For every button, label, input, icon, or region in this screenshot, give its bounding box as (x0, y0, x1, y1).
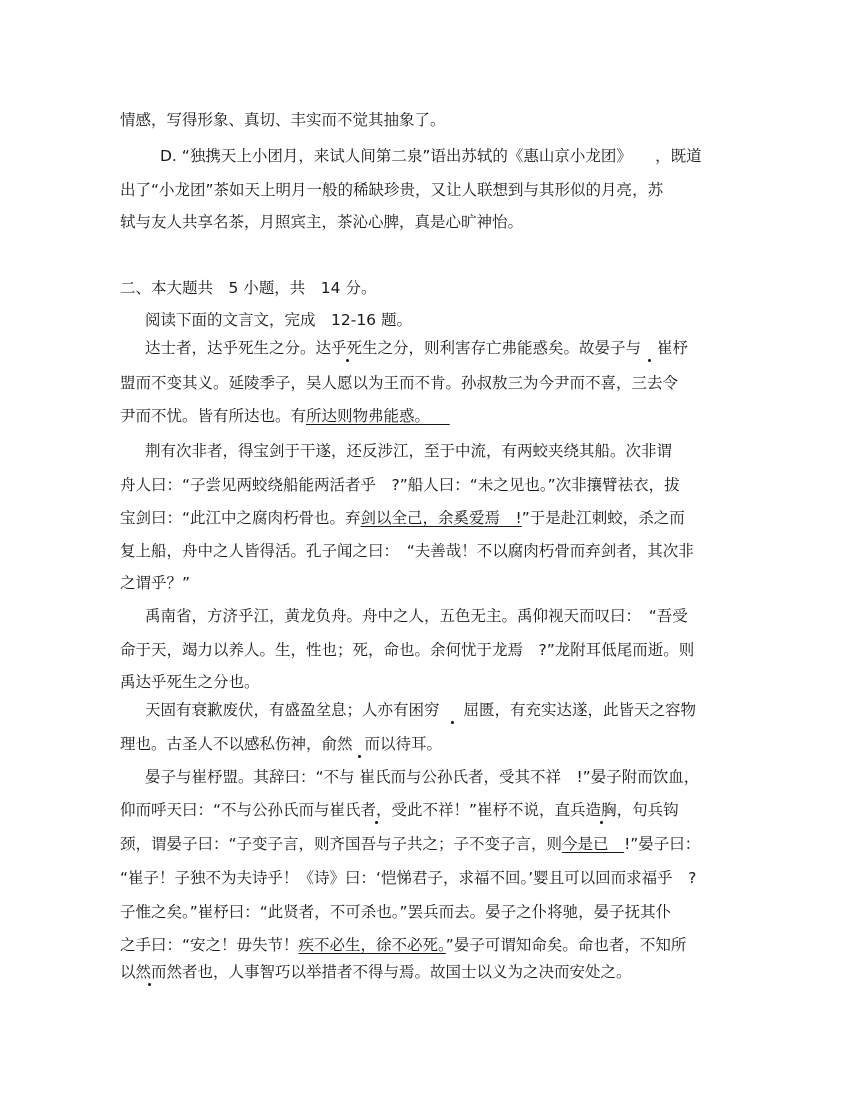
underline-blank (430, 407, 450, 425)
text-segment: 胸，句兵钩 (601, 801, 679, 819)
text-segment: ”于是赴江刺蛟，杀之而 (521, 509, 685, 527)
text-segment: !”晏子曰： (624, 835, 701, 853)
option-d-line-3: 轼与友人共享名茶，月照宾主，茶沁心脾，真是心旷神怡。 (120, 213, 524, 231)
text-segment: 崔杼 (657, 339, 689, 357)
passage-para-2-line-5: 之谓乎？” (120, 574, 191, 592)
option-d-line-2: 出了“小龙团”茶如天上明月一般的稀缺珍贵，又让人联想到与其形似的月亮，苏 (120, 181, 664, 199)
passage-para-3-line-1: 禹南省，方济乎江，黄龙负舟。舟中之人，五色无主。禹仰视天而叹曰： “吾受 (145, 607, 688, 625)
underlined-phrase: 所达则物弗能惑。 (306, 407, 431, 425)
text-segment: 以然 (120, 963, 152, 981)
passage-para-5-line-6 (120, 935, 686, 955)
passage-para-3-line-3: 禹达乎死生之分也。 (120, 673, 260, 691)
section-2-title: 二、本大题共 5 小题，共 14 分。 (120, 279, 377, 297)
text-segment: 而然者也，人事智巧以举措者不得与焉。故国士以义为之决而安处之。 (151, 963, 632, 981)
text-segment: 颈，谓晏子曰：“子变子言，则齐国吾与子共之；子不变子言，则 (120, 835, 563, 853)
passage-para-5-line-4: “崔子！子独不为夫诗乎！《诗》曰：‘恺悌君子，求福不回。’婴且可以回而求福乎 ? (120, 869, 697, 887)
text-segment: ，受此不祥！”崔杼不说，直兵造 (376, 801, 602, 819)
text-segment: 之手曰：“安之！毋失节！ (120, 936, 299, 954)
text-segment: 仰而呼天曰：“不与公孙氏而与崔氏者 (120, 801, 377, 819)
emphasis-dot-mark (148, 962, 149, 982)
passage-para-1-line-1 (145, 338, 688, 358)
passage-para-2-line-3 (120, 508, 685, 528)
underlined-phrase: 剑以全己，余奚爱焉 ! (360, 509, 522, 527)
passage-para-2-line-4: 复上船，舟中之人皆得活。孔子闻之曰： “夫善哉！不以腐肉朽骨而弃剑者，其次非 (120, 542, 694, 560)
text-segment: 宝剑曰：“此江中之腐肉朽骨也。弃 (120, 509, 361, 527)
text-segment: 达士者，达乎死生之分。达乎 (145, 339, 347, 357)
option-d-line-1: D. “独携天上小团月，来试人间第二泉”语出苏轼的《惠山京小龙团》 ，既道 (160, 147, 702, 165)
text-segment: 死生之分，则利害存亡弗能惑矣。故晏子与 (346, 339, 642, 357)
text-segment: 屈匮，有充实达遂，此皆天之容物 (463, 701, 697, 719)
passage-para-2-line-1: 荆有次非者，得宝剑于干遂，还反涉江，至于中流，有两蛟夹绕其船。次非谓 (145, 442, 673, 460)
underlined-phrase: 今是已 (562, 835, 625, 853)
text-segment: 天固有衰歉废伏，有盛盈坌息；人亦有困穷 (145, 701, 440, 719)
text-line-1: 情感，写得形象、真切、丰实而不觉其抽象了。 (120, 111, 446, 129)
passage-para-5-line-5: 子惟之矣。”崔杼曰：“此贤者，不可杀也。”罢兵而去。晏子之仆将驰，晏子抚其仆 (120, 903, 672, 921)
text-segment: 理也。古圣人不以感私伤神，俞然 (120, 735, 353, 753)
passage-para-5-line-2 (120, 800, 679, 820)
passage-para-4-line-1 (145, 700, 696, 720)
passage-para-5-line-7 (120, 962, 632, 982)
underlined-phrase: 疾不必生，徐不必死。 (298, 936, 446, 954)
passage-para-2-line-2: 舟人曰：“子尝见两蛟绕船能两活者乎 ?”船人曰：“未之见也。”次非攘臂祛衣，拔 (120, 476, 680, 494)
passage-para-1-line-3 (120, 406, 450, 426)
section-2-instruction: 阅读下面的文言文，完成 12-16 题。 (145, 311, 412, 329)
passage-para-1-line-2: 盟而不变其义。延陵季子，吴人愿以为王而不肯。孙叔敖三为今尹而不喜，三去令 (120, 374, 679, 392)
passage-para-3-line-2: 命于天，竭力以养人。生，性也；死，命也。余何忧于龙焉 ?”龙附耳低尾而逝。则 (120, 641, 695, 659)
text-segment: 尹而不忧。皆有所达也。有 (120, 407, 307, 425)
passage-para-5-line-3 (120, 834, 700, 854)
passage-para-5-line-1: 晏子与崔杼盟。其辞曰：“不与 崔氏而与公孙氏者，受其不祥 !”晏子附而饮血， (145, 768, 700, 786)
text-segment: 而以待耳。 (364, 735, 443, 753)
passage-para-4-line-2 (120, 734, 442, 754)
text-segment: ”晏子可谓知命矣。命也者，不知所 (445, 936, 687, 954)
